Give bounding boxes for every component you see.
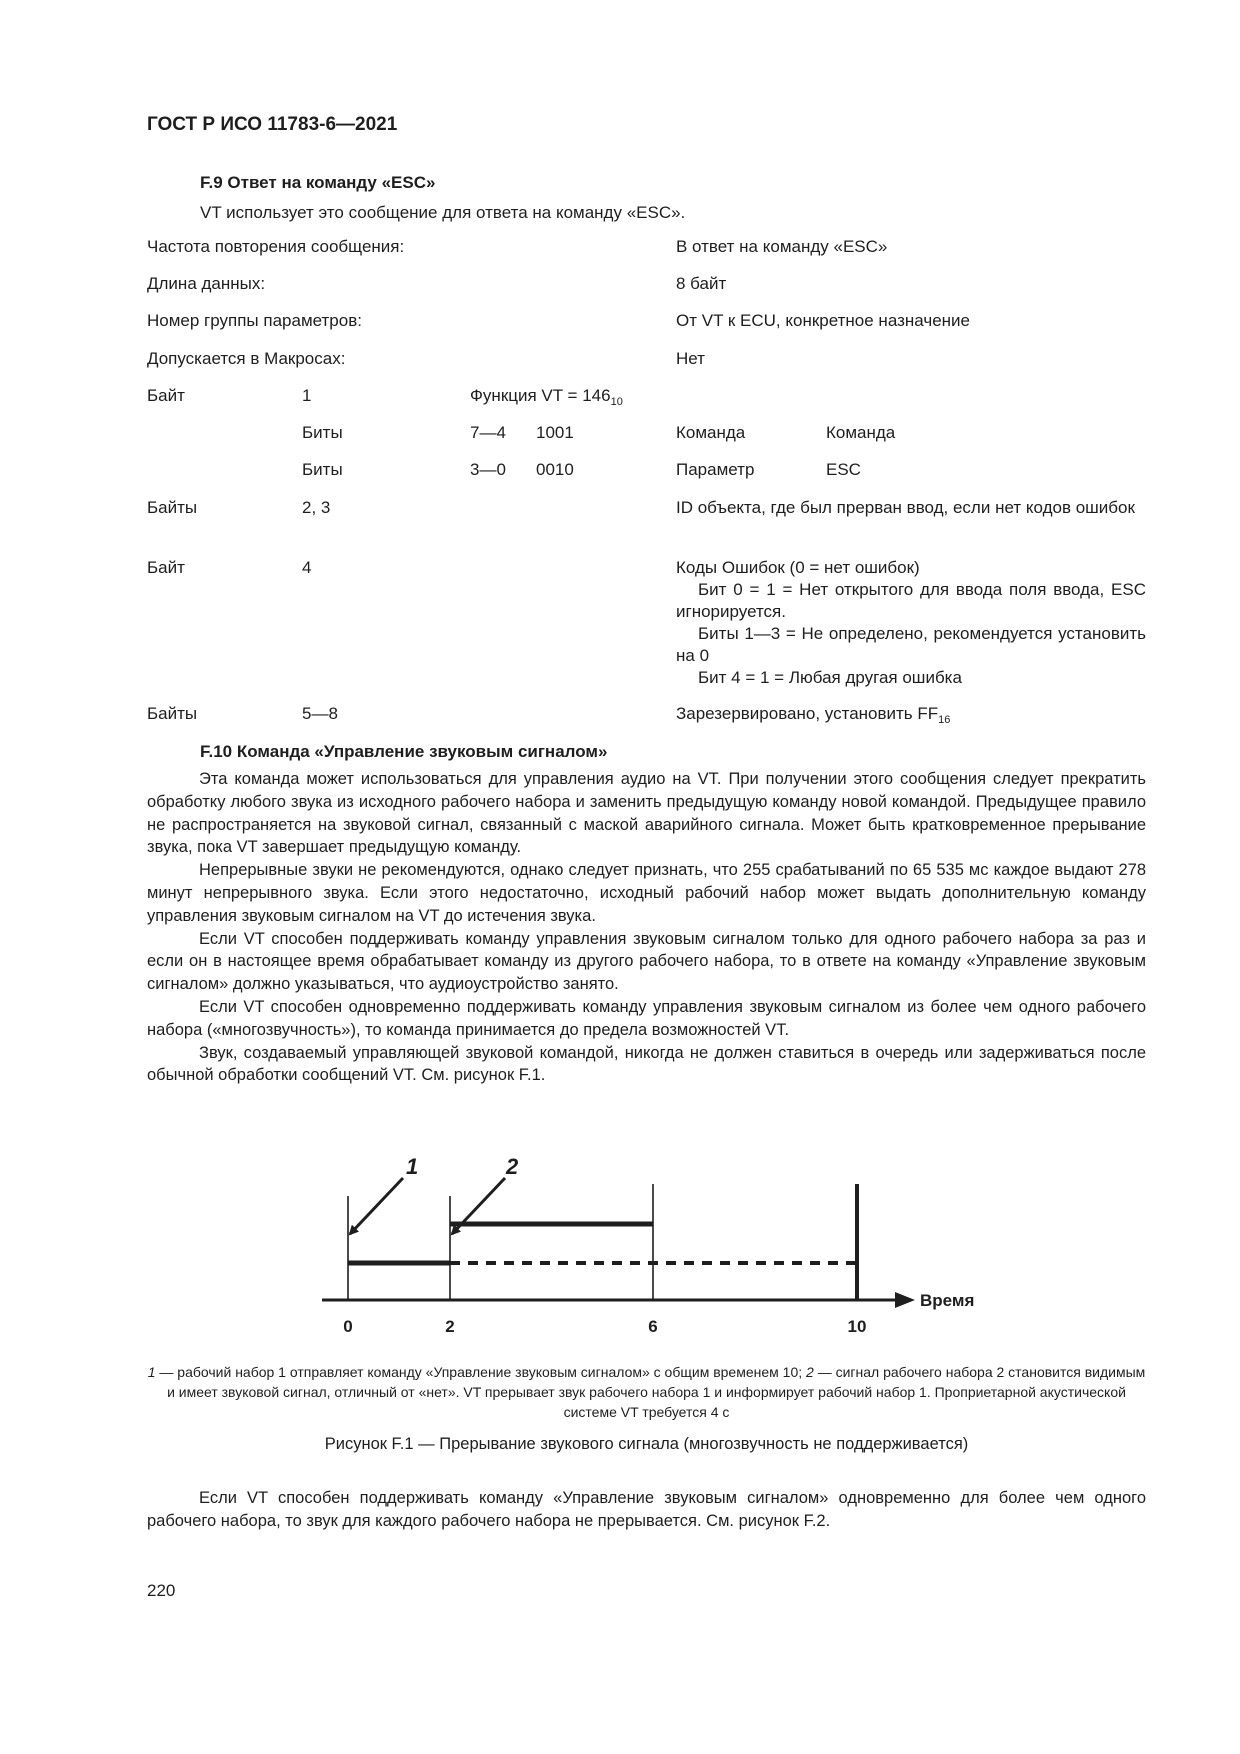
standard-header: ГОСТ Р ИСО 11783-6—2021: [147, 114, 398, 135]
bits-label: Биты: [302, 460, 343, 479]
page-number: 220: [147, 1581, 176, 1600]
prop-value: В ответ на команду «ESC»: [676, 237, 888, 256]
tick-label: 2: [445, 1317, 455, 1336]
error-codes-block: [676, 557, 1146, 689]
byte-number: 5—8: [302, 704, 338, 723]
bits-key: Команда: [676, 423, 746, 442]
figure-title: Рисунок F.1 — Прерывание звукового сигнала (многозвучность не поддерживается): [324, 1435, 969, 1453]
axis-label: Время: [920, 1291, 975, 1310]
tick-label: 6: [648, 1317, 658, 1336]
byte-number: 2, 3: [302, 498, 331, 517]
bits-range: 7—4: [470, 423, 506, 442]
section-f10-heading: F.10 Команда «Управление звуковым сигналом»: [200, 742, 608, 761]
paragraph: Звук, создаваемый управляющей звуковой командой, никогда не должен ставиться в очередь или задерживаться после обычной обработки сообщений VT. См. рисунок F.1.: [147, 1043, 1146, 1085]
time-axis-arrow-icon: [895, 1292, 915, 1308]
figure-legend: 1 — рабочий набор 1 отправляет команду «Управление звуковым сигналом» с общим временем 10; 2 — сигнал рабочего набора 2 становится видимым и имеет звуковой сигнал, отличный от «нет». VT прерывает звук рабочего набора 1 и информирует рабочий набор 1. Проприетарной акустической системе VT требуется 4 с: [147, 1364, 1146, 1420]
bits-key: Параметр: [676, 460, 755, 479]
bytes23-description: ID объекта, где был прерван ввод, если нет кодов ошибок: [676, 498, 1135, 517]
byte-label: Байты: [147, 704, 198, 723]
byte-label: Байт: [147, 558, 185, 577]
reserved-description: Зарезервировано, установить $FF_{16}$: [676, 704, 951, 726]
figure-f1-diagram: [0, 1100, 1240, 1350]
prop-label: Номер группы параметров:: [147, 311, 362, 330]
byte-number: 4: [302, 558, 312, 577]
prop-value: Нет: [676, 349, 705, 368]
prop-value: 8 байт: [676, 274, 727, 293]
bits-meaning: Команда: [826, 423, 896, 442]
byte-label: Байт: [147, 386, 185, 405]
error-codes-title: Коды Ошибок (0 = нет ошибок): [676, 558, 920, 577]
section-f9-heading: F.9 Ответ на команду «ESC»: [200, 173, 436, 192]
marker-2-label: 2: [506, 1154, 519, 1179]
tick-label: 0: [343, 1317, 353, 1336]
paragraph: Если VT способен поддерживать команду управления звуковым сигналом только для одного рабочего набора за раз и если он в настоящее время обрабатывает команду из другого рабочего набора, то в ответе на команду «Управление звуковым сигналом» должно указываться, что аудиоустройство занято.: [147, 929, 1146, 994]
tick-label: 10: [847, 1317, 867, 1336]
vt-function: Функция VT = $146_{10}$: [470, 386, 623, 408]
section-f9-intro: VT использует это сообщение для ответа на команду «ESC».: [200, 203, 686, 222]
prop-value: От VT к ECU, конкретное назначение: [676, 311, 970, 330]
marker-1-label: 1: [406, 1154, 419, 1179]
bits-value: 0010: [536, 460, 574, 479]
prop-label: Длина данных:: [147, 274, 266, 293]
bits-label: Биты: [302, 423, 343, 442]
error-bits1-3: Биты 1—3 = Не определено, рекомендуется установить на 0: [676, 624, 1146, 665]
bits-range: 3—0: [470, 460, 506, 479]
section-f10-body: [147, 768, 1146, 1087]
error-bit4: Бит 4 = 1 = Любая другая ошибка: [698, 668, 962, 687]
bits-meaning: ESC: [826, 460, 861, 479]
paragraph: Если VT способен одновременно поддерживать команду управления звуковым сигналом из более чем одного рабочего набора («многозвучность»), то команда принимается до предела возможностей VT.: [147, 997, 1146, 1039]
pointer-arrow-1: [350, 1178, 403, 1234]
paragraph: Непрерывные звуки не рекомендуются, однако следует признать, что 255 срабатываний по 65 535 мс каждое выдают 278 минут непрерывного звука. Если этого недостаточно, исходный рабочий набор может выдать дополнительную команду управления звуковым сигналом на VT до истечения звука.: [147, 861, 1146, 925]
prop-label: Допускается в Макросах:: [147, 349, 346, 368]
prop-label: Частота повторения сообщения:: [147, 237, 405, 256]
paragraph: Эта команда может использоваться для управления аудио на VT. При получении этого сообщения следует прекратить обработку любого звука из исходного рабочего набора и заменить предыдущую команду новой командой. Предыдущее правило не распространяется на звуковой сигнал, связанный с маской аварийного сигнала. Может быть кратковременное прерывание звука, пока VT завершает предыдущую команду.: [147, 770, 1146, 857]
byte-number: 1: [302, 386, 312, 405]
bits-value: 1001: [536, 423, 574, 442]
byte-label: Байты: [147, 498, 198, 517]
closing-paragraph: Если VT способен поддерживать команду «Управление звуковым сигналом» одновременно для более чем одного рабочего набора, то звук для каждого рабочего набора не прерывается. См. рисунок F.2.: [147, 1489, 1146, 1530]
error-bit0: Бит 0 = 1 = Нет открытого для ввода поля ввода, ESC игнорируется.: [676, 580, 1146, 621]
